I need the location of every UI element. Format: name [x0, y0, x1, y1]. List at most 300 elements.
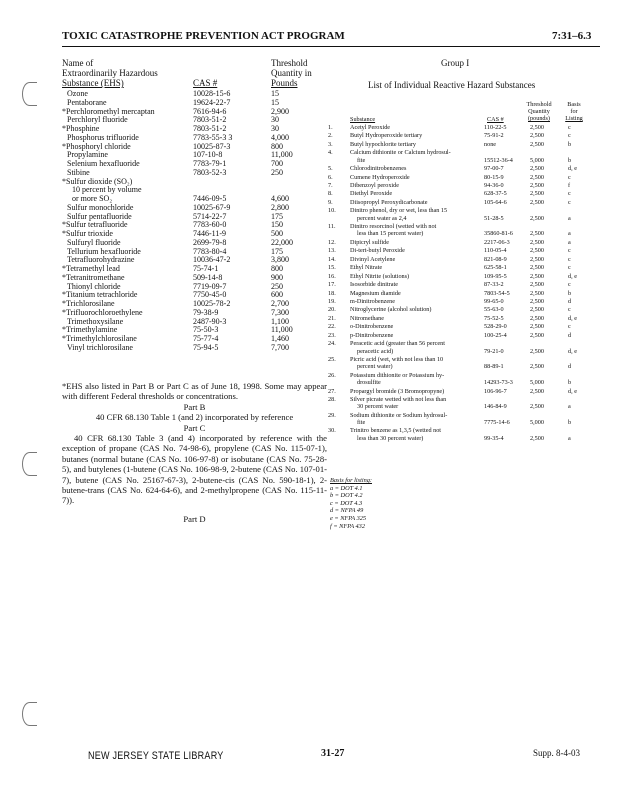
ehs-name: *Sulfur dioxide (SO₂): [62, 176, 133, 186]
basis-item: b = DOT 4.2: [330, 492, 363, 500]
row-number: 26.: [328, 371, 336, 379]
ehs-cas: 7803-51-2: [193, 124, 227, 133]
ehs-cas: 10036-47-2: [193, 255, 231, 265]
row-number: 12.: [328, 238, 336, 246]
ehs-cas: 7616-94-6: [193, 106, 227, 116]
row-number: 2.: [328, 132, 333, 140]
substance-basis: b: [568, 418, 572, 426]
part-d-heading: Part D: [183, 513, 206, 524]
binder-hole-mark: [22, 452, 37, 476]
substance-threshold: 2,500: [530, 132, 544, 140]
substance-basis: c: [568, 281, 571, 289]
substance-basis: c: [568, 124, 571, 131]
ehs-threshold: 4,600: [271, 194, 289, 203]
substance-name: less than 30 percent water): [357, 434, 424, 442]
ehs-threshold: 250: [271, 167, 283, 177]
substance-name: Divinyl Acetylene: [350, 255, 396, 263]
ehs-threshold: 600: [271, 290, 283, 300]
ehs-name: 10 percent by volume: [72, 185, 142, 195]
substance-cas: 75-52-5: [484, 314, 504, 322]
page-number: 31-27: [321, 748, 345, 759]
rcol-header-basis: Basis for Listing: [565, 101, 583, 123]
ehs-row: [0, 150, 293, 160]
basis-item: c = DOT 4.3: [330, 499, 363, 507]
row-number: 10.: [328, 207, 336, 215]
substance-cas: 146-84-9: [484, 403, 507, 411]
rcol-header-threshold: Threshold Quantity (pounds): [526, 101, 552, 123]
ehs-cas: 79-38-9: [193, 307, 219, 317]
ehs-row: [0, 325, 293, 335]
left-notes: [62, 381, 327, 524]
ehs-row: [0, 159, 290, 168]
row-number: 13.: [328, 247, 336, 255]
row-number: 14.: [328, 255, 336, 263]
substance-name: percent water): [357, 363, 393, 371]
substance-threshold: 2,500: [530, 298, 544, 305]
substance-cas: 106-96-7: [484, 387, 507, 395]
substance-threshold: 2,500: [530, 281, 544, 289]
substance-cas: 79-21-0: [484, 347, 504, 355]
substance-threshold: 2,500: [530, 124, 544, 131]
substance-cas: 821-08-9: [484, 255, 507, 263]
row-number: 22.: [328, 323, 336, 331]
rcol-header-cas: CAS #: [487, 116, 504, 123]
ehs-row: [0, 124, 290, 133]
ehs-cas: 75-94-5: [193, 342, 219, 352]
substance-cas: 97-00-7: [484, 165, 504, 173]
substance-threshold: 2,500: [530, 434, 544, 442]
substance-basis: c: [568, 306, 571, 314]
substance-threshold: 2,500: [530, 198, 544, 206]
ehs-cas: 7446-11-9: [193, 229, 227, 238]
substance-threshold: 2,500: [530, 306, 544, 314]
substance-basis: b: [568, 379, 572, 387]
ehs-threshold: 15: [271, 89, 279, 98]
substance-basis: d, e: [568, 387, 577, 395]
substance-cas: 100-25-4: [484, 331, 507, 339]
substance-cas: 7775-14-6: [484, 418, 510, 426]
substance-threshold: 2,500: [530, 331, 544, 339]
substance-name: Sodium dithionite or Sodium hydrosul-: [350, 411, 448, 419]
row-number: 28.: [328, 395, 336, 403]
ehs-threshold: 800: [271, 264, 283, 273]
ehs-name: *Perchloromethyl mercaptan: [62, 106, 155, 116]
substance-basis: a: [568, 403, 571, 411]
substance-threshold: 2,500: [530, 314, 544, 322]
substance-threshold: 2,500: [530, 173, 544, 181]
substance-name: Diisopropyl Peroxydicarbonate: [350, 198, 428, 206]
ehs-threshold: 2,800: [271, 202, 289, 212]
ehs-cas: 7803-52-3: [193, 167, 227, 177]
substance-name: Diethyl Peroxide: [350, 190, 393, 198]
row-number: 17.: [328, 281, 336, 289]
running-header-title: TOXIC CATASTROPHE PREVENTION ACT PROGRAM: [62, 30, 345, 42]
ehs-cas: 2487-90-3: [193, 316, 227, 326]
ehs-row: [0, 89, 290, 98]
substance-threshold: 2,500: [530, 238, 544, 246]
ehs-name: Pentaborane: [67, 97, 107, 107]
substance-cas: 528-29-0: [484, 323, 507, 331]
substance-basis: d, e: [568, 314, 577, 322]
substance-basis: c: [568, 173, 571, 181]
substance-basis: a: [568, 230, 571, 238]
substance-cas: 99-35-4: [484, 434, 504, 442]
substance-threshold: 2,500: [530, 323, 544, 331]
ehs-threshold: 250: [271, 281, 283, 291]
part-b-text: 40 CFR 68.130 Table 1 (and 2) incorporated by reference: [95, 412, 294, 423]
ehs-threshold: 800: [271, 141, 283, 151]
row-number: 24.: [328, 340, 336, 348]
ehs-cas: 7446-09-5: [193, 194, 227, 203]
substance-name: Acetyl Peroxide: [350, 124, 391, 131]
basis-legend: [330, 477, 372, 530]
substance-cas: 51-28-5: [484, 214, 504, 222]
ehs-cas: 10025-78-2: [193, 299, 231, 308]
ehs-threshold: 2,900: [271, 106, 289, 116]
row-number: 9.: [328, 198, 333, 206]
ehs-row: [0, 317, 290, 326]
substance-threshold: 2,500: [530, 214, 544, 222]
substance-threshold: 5,000: [530, 418, 544, 426]
substance-name: Nitromethane: [350, 314, 385, 322]
substance-name: Potassium dithionite or Potassium hy-: [350, 371, 445, 379]
substance-name: Butyl Hydroperoxide tertiary: [350, 132, 423, 140]
col-header-name: Name of Extraordinarily Hazardous Substance (EHS): [62, 58, 158, 88]
ehs-row: [0, 107, 290, 116]
substance-basis: d: [568, 331, 572, 339]
ehs-threshold: 30: [271, 115, 279, 125]
ehs-row: [0, 273, 290, 282]
substance-basis: d, e: [568, 347, 577, 355]
substance-cas: 2217-06-3: [484, 238, 510, 246]
substance-name: Calcium dithionite or Calcium hydrosul-: [350, 149, 451, 157]
substance-name: fite: [357, 418, 366, 426]
substance-cas: 88-89-1: [484, 363, 504, 371]
binder-hole-mark: [22, 702, 37, 726]
row-number: 7.: [328, 182, 333, 189]
substance-cas: 109-95-5: [484, 272, 507, 280]
part-b-heading: Part B: [183, 401, 206, 412]
substance-basis: c: [568, 323, 571, 331]
substance-cas: 105-64-6: [484, 198, 507, 206]
basis-title: Basis for listing:: [330, 477, 372, 484]
substance-basis: a: [568, 214, 571, 222]
substance-basis: c: [568, 264, 571, 272]
ehs-threshold: 900: [271, 272, 283, 282]
header-rule: [62, 46, 600, 47]
ehs-name: *Phosphoryl chloride: [62, 141, 131, 151]
substance-basis: a: [568, 238, 571, 246]
substance-name: Peracetic acid (greater than 56 percent: [350, 340, 445, 348]
ehs-row: [0, 290, 290, 299]
col-header-threshold: Threshold Quantity in Pounds: [271, 58, 312, 88]
substance-name: Ethyl Nitrite (solutions): [350, 272, 410, 280]
substance-threshold: 2,500: [530, 255, 544, 263]
row-number: 4.: [328, 149, 333, 157]
basis-item: a = DOT 4.1: [330, 484, 363, 492]
substance-threshold: 5,000: [530, 156, 544, 164]
substance-cas: 55-63-0: [484, 306, 504, 314]
ehs-row: [0, 98, 290, 107]
ehs-cas: 7803-51-2: [193, 115, 227, 125]
ehs-name: Tellurium hexafluoride: [67, 246, 141, 256]
row-number: 15.: [328, 264, 336, 272]
substance-cas: none: [484, 140, 497, 148]
substance-threshold: 2,500: [530, 190, 544, 198]
substance-cas: 94-36-0: [484, 182, 504, 189]
row-number: 11.: [328, 223, 336, 231]
substance-name: less than 15 percent water): [357, 230, 424, 238]
row-number: 29.: [328, 411, 336, 419]
substance-threshold: 2,500: [530, 264, 544, 272]
substance-name: Di-tert-butyl Peroxide: [350, 247, 405, 255]
ehs-name: *Tetranitromethane: [62, 272, 125, 282]
substance-name: Propargyl bromide (3 Bromopropyne): [350, 387, 445, 395]
ehs-row: [0, 142, 290, 151]
substance-threshold: 2,500: [530, 247, 544, 255]
substance-basis: a: [568, 434, 571, 442]
ehs-threshold: 1,460: [271, 334, 289, 343]
ehs-row: [0, 115, 290, 124]
ehs-name: Ozone: [67, 89, 88, 98]
ehs-threshold: 22,000: [271, 237, 293, 247]
substance-cas: 14293-73-3: [484, 379, 513, 387]
ehs-row: [0, 133, 290, 142]
ehs-note: *EHS also listed in Part B or Part C as of June 18, 1998. Some may appear with different Federal thresholds or concentrations.: [62, 381, 327, 402]
substance-name: Chlorodinitrobenzenes: [350, 165, 407, 173]
row-number: 6.: [328, 173, 333, 181]
substance-basis: c: [568, 190, 571, 198]
ehs-cas: 7783-80-4: [193, 246, 227, 256]
substance-threshold: 2,500: [530, 347, 544, 355]
substance-threshold: 2,500: [530, 230, 544, 238]
ehs-name: *Trimethylamine: [62, 325, 118, 335]
substance-basis: d: [568, 298, 572, 305]
substance-basis: c: [568, 198, 571, 206]
substance-name: percent water as 2,4: [357, 214, 407, 222]
ehs-name: Tetrafluorohydrazine: [67, 255, 135, 265]
ehs-threshold: 700: [271, 159, 283, 168]
ehs-name: Sulfur pentafluoride: [67, 211, 132, 221]
ehs-name: Propylamine: [67, 150, 108, 160]
substance-name: Dinitro phenol, dry or wet, less than 15: [350, 207, 448, 215]
row-number: 3.: [328, 140, 333, 148]
row-number: 30.: [328, 427, 336, 435]
ehs-row: [0, 203, 290, 212]
substance-name: 30 percent water: [357, 403, 399, 411]
ehs-cas: 5714-22-7: [193, 211, 227, 221]
ehs-threshold: 11,000: [271, 325, 293, 335]
substance-cas: 87-33-2: [484, 281, 504, 289]
ehs-name: *Titanium tetrachloride: [62, 290, 138, 300]
ehs-name: Perchloryl fluoride: [67, 115, 128, 125]
ehs-row: [0, 334, 290, 343]
ehs-cas: 107-10-8: [193, 150, 223, 160]
substance-name: Trinitro benzene as 1,3,5 (wetted not: [350, 427, 442, 435]
ehs-cas: 7783-55-3 3: [193, 132, 233, 142]
row-number: 16.: [328, 272, 336, 280]
row-number: 18.: [328, 289, 336, 297]
substance-basis: c: [568, 255, 571, 263]
ehs-threshold: 1,100: [271, 316, 289, 326]
ehs-name: *Trichlorosilane: [62, 299, 115, 308]
ehs-cas: 75-74-1: [193, 264, 219, 273]
substance-name: Dipicryl sulfide: [350, 238, 390, 246]
substance-threshold: 2,500: [530, 165, 544, 173]
row-number: 21.: [328, 314, 336, 322]
ehs-name: *Phosphine: [62, 124, 100, 133]
substance-name: Ethyl Nitrate: [350, 264, 383, 272]
ehs-cas: 10028-15-6: [193, 89, 231, 98]
substance-basis: f: [568, 182, 571, 189]
ehs-name: Vinyl trichlorosilane: [67, 342, 133, 352]
substance-cas: 110-05-4: [484, 247, 507, 255]
substance-name: o-Dinitrobenzene: [350, 323, 394, 331]
binder-hole-mark: [22, 82, 37, 106]
substance-threshold: 2,500: [530, 403, 544, 411]
ehs-name: *Sulfur tetrafluoride: [62, 220, 128, 230]
ehs-name: *Trifluorochloroethylene: [62, 307, 143, 317]
substance-threshold: 2,500: [530, 387, 544, 395]
ehs-name: Trimethoxysilane: [67, 316, 124, 326]
substance-basis: d, e: [568, 165, 577, 173]
ehs-row: [0, 282, 290, 291]
ehs-cas: 75-77-4: [193, 334, 219, 343]
substance-threshold: 2,500: [530, 363, 544, 371]
ehs-row: [0, 229, 290, 238]
ehs-name: *Tetramethyl lead: [62, 264, 120, 273]
substance-cas: 628-37-5: [484, 190, 507, 198]
ehs-threshold: 4,000: [271, 132, 289, 142]
row-number: 20.: [328, 306, 336, 314]
ehs-name: Sulfuryl fluoride: [67, 237, 121, 247]
section-number: 7:31–6.3: [552, 30, 592, 42]
substance-basis: d: [568, 363, 572, 371]
part-c-text: 40 CFR 68.130 Table 3 (and 4) incorporated by reference with the exception of propane (CAS No. 74-98-6), propylene (CAS No. 115-07-1), butanes (normal butane (CAS No. 106-97-8) or isobutane (CAS No. 75-28-5), and butylenes (1-butene (CAS No. 106-98-9, 2-butene (CAS No. 107-01-7), butene (CAS No. 25167-67-3), 2-butene-cis (CAS No. 590-18-1), 2-butene-trans (CAS No. 624-64-6), and 2-methylpropene (CAS No. 115-11-7)).: [62, 433, 327, 506]
ehs-cas: 19624-22-7: [193, 97, 231, 107]
substance-cas: 110-22-5: [484, 124, 507, 131]
substance-name: Magnesium diamide: [350, 289, 401, 297]
basis-item: f = NFPA 432: [330, 522, 365, 530]
substance-threshold: 2,500: [530, 140, 544, 148]
substance-basis: c: [568, 247, 571, 255]
ehs-name: *Sulfur trioxide: [62, 229, 113, 238]
ehs-name: Selenium hexafluoride: [67, 159, 140, 168]
substance-name: Silver picrate wetted with not less than: [350, 395, 447, 403]
substance-threshold: 2,500: [530, 289, 544, 297]
substance-threshold: 2,500: [530, 272, 544, 280]
substance-cas: 75-91-2: [484, 132, 504, 140]
ehs-cas: 7783-79-1: [193, 159, 227, 168]
ehs-row: [0, 194, 290, 203]
row-number: 5.: [328, 165, 333, 173]
ehs-threshold: 150: [271, 220, 283, 230]
ehs-row: [0, 177, 290, 186]
ehs-cas: 509-14-8: [193, 272, 223, 282]
ehs-cas: 7750-45-0: [193, 290, 227, 300]
substance-name: Dinitro resorcinol (wetted with not: [350, 223, 437, 231]
ehs-cas: 75-50-3: [193, 325, 219, 335]
ehs-threshold: 175: [271, 246, 283, 256]
row-number: 1.: [328, 124, 333, 131]
ehs-row: [0, 168, 290, 177]
ehs-threshold: 15: [271, 97, 279, 107]
ehs-name: *Trimethylchlorosilane: [62, 334, 137, 343]
substance-cas: 80-15-9: [484, 173, 504, 181]
substance-basis: c: [568, 132, 571, 140]
row-number: 19.: [328, 298, 336, 305]
group-title: Group I: [441, 58, 470, 68]
basis-item: d = NFPA 49: [330, 507, 364, 515]
substance-basis: b: [568, 289, 572, 297]
supplement-date: Supp. 8-4-03: [533, 748, 580, 758]
group-subtitle: List of Individual Reactive Hazard Substances: [368, 80, 536, 90]
substance-name: m-Dinitrobenzene: [350, 298, 396, 305]
ehs-threshold: 2,700: [271, 299, 289, 308]
substance-name: Butyl hypochlorite tertiary: [350, 140, 416, 148]
ehs-row: [0, 212, 290, 221]
basis-item: e = NFPA 325: [330, 514, 367, 522]
ehs-row: [0, 264, 290, 273]
ehs-cas: 10025-87-3: [193, 141, 231, 151]
ehs-threshold: 30: [271, 124, 279, 133]
substance-basis: d, e: [568, 272, 577, 280]
substance-name: fite: [357, 156, 366, 164]
ehs-threshold: 175: [271, 211, 283, 221]
substance-name: Nitroglycerine (alcohol solution): [350, 306, 432, 314]
ehs-threshold: 500: [271, 229, 283, 238]
ehs-cas: 7719-09-7: [193, 281, 227, 291]
ehs-threshold: 3,800: [271, 255, 289, 265]
col-header-cas: CAS #: [193, 78, 218, 88]
ehs-threshold: 7,700: [271, 342, 289, 352]
ehs-name: Phosphorus trifluoride: [67, 132, 139, 142]
substance-basis: b: [568, 156, 572, 164]
ehs-name: Sulfur monochloride: [67, 202, 134, 212]
ehs-threshold: 11,000: [271, 150, 293, 160]
ehs-row: [0, 237, 293, 247]
ehs-name: Stibine: [67, 167, 90, 177]
substance-threshold: 5,000: [530, 379, 544, 387]
substance-threshold: 2,500: [530, 182, 544, 189]
substance-cas: 35860-81-6: [484, 230, 513, 238]
substance-cas: 99-65-0: [484, 298, 504, 305]
ehs-threshold: 7,300: [271, 307, 289, 317]
ehs-row: [0, 247, 290, 256]
ehs-row: [0, 185, 290, 194]
ehs-cas: 7783-60-0: [193, 220, 227, 230]
ehs-name: or more SO₂: [72, 194, 113, 203]
row-number: 25.: [328, 356, 336, 363]
part-c-heading: Part C: [183, 422, 206, 433]
substance-cas: 7803-54-5: [484, 289, 510, 297]
substance-name: p-Dinitrobenzene: [350, 331, 394, 339]
substance-name: drosulfite: [357, 379, 381, 387]
ehs-cas: 2699-79-8: [193, 237, 227, 247]
row-number: 27.: [328, 387, 336, 395]
ehs-row: [0, 343, 290, 352]
ehs-row: [0, 220, 290, 229]
substance-name: Dibenzoyl peroxide: [350, 182, 399, 189]
ehs-row: [0, 299, 290, 308]
ehs-cas: 10025-67-9: [193, 202, 231, 212]
ehs-row: [0, 308, 290, 317]
substance-cas: 625-58-1: [484, 264, 507, 272]
substance-cas: 15512-36-4: [484, 156, 513, 164]
substance-name: Isosorbide dinitrate: [350, 281, 398, 289]
substance-name: Cumene Hydroperoxide: [350, 173, 410, 181]
library-stamp: NEW JERSEY STATE LIBRARY: [88, 750, 224, 762]
